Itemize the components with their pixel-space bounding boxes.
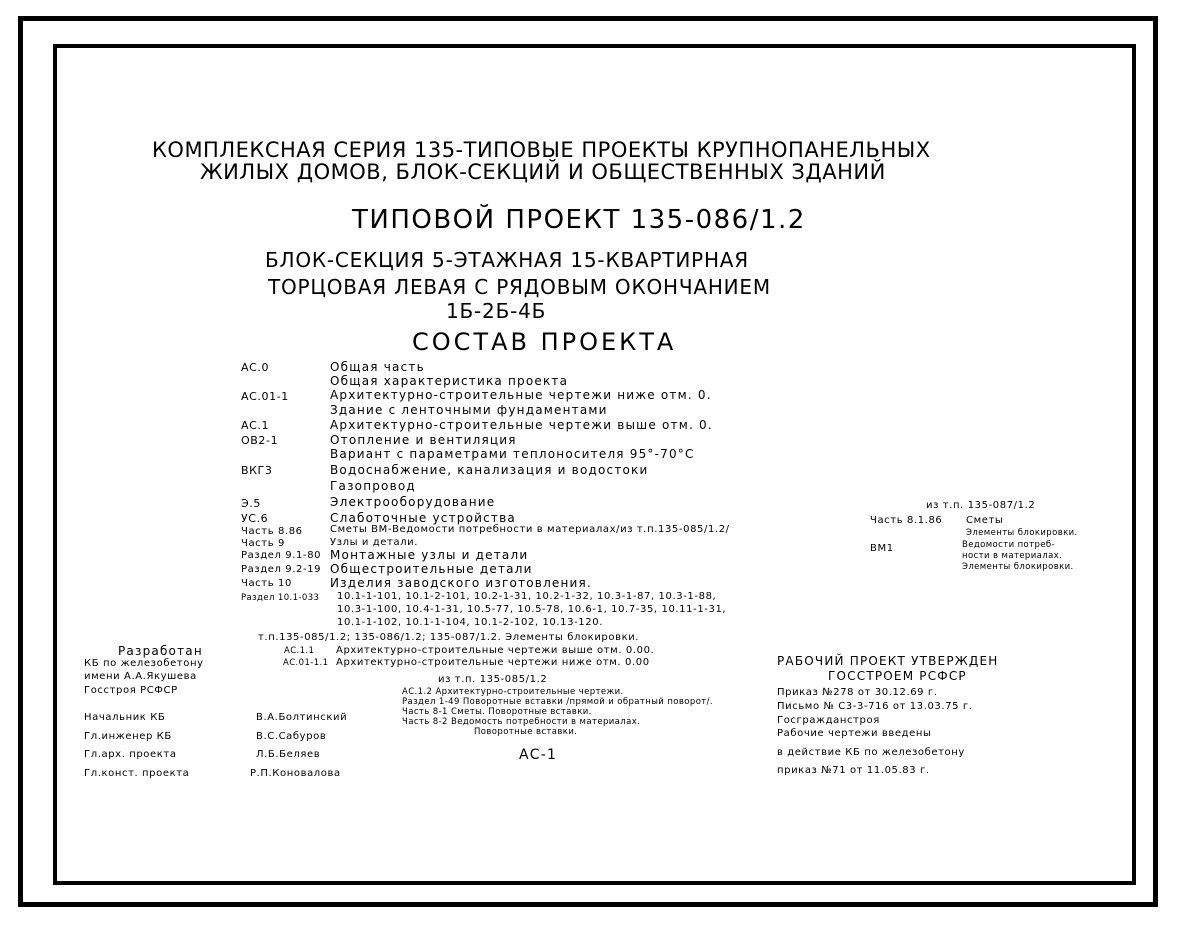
item-text: Архитектурно-строительные чертежи ниже отм. 0. <box>330 388 712 402</box>
p81-line: Часть 8-1 Сметы. Поворотные вставки. <box>402 707 592 717</box>
item-code: АС.01-1 <box>241 390 289 403</box>
sheet-code: АС-1 <box>519 747 558 763</box>
right-vm3: Элементы блокировки. <box>962 562 1074 572</box>
name-2: В.С.Сабуров <box>256 731 327 742</box>
project-title: ТИПОВОЙ ПРОЕКТ 135-086/1.2 <box>352 205 806 235</box>
role-1: Начальник КБ <box>84 712 166 723</box>
item-text: Общая характеристика проекта <box>330 374 569 388</box>
p82-line: Часть 8-2 Ведомость потребности в материалах. <box>402 717 641 727</box>
section-types: 1Б-2Б-4Б <box>446 299 547 323</box>
item-text: Здание с ленточными фундаментами <box>330 403 608 417</box>
item-code: Э.5 <box>241 497 261 510</box>
item-text: Сметы ВМ-Ведомости потребности в материалах/из т.п.135-085/1.2/ <box>330 524 730 535</box>
item-code: АС.1 <box>241 419 270 432</box>
right-vm2: ности в материалах. <box>962 551 1063 561</box>
item-code: Часть 10 <box>241 578 292 589</box>
item-text: Монтажные узлы и детали <box>330 548 529 562</box>
item-code: ВКГ3 <box>241 464 273 477</box>
approval-line5: в действие КБ по железобетону <box>777 747 965 758</box>
developer-org3: Госстроя РСФСР <box>84 685 178 696</box>
series-title-line2: ЖИЛЫХ ДОМОВ, БЛОК-СЕКЦИЙ И ОБЩЕСТВЕННЫХ ЗДАНИЙ <box>200 160 886 184</box>
right-vm-code: ВМ1 <box>870 543 894 554</box>
item-code: Раздел 9.2-19 <box>241 564 322 575</box>
r149-line: Раздел 1-49 Поворотные вставки /прямой и обратный поворот/. <box>402 697 714 707</box>
item-code: АС.0 <box>241 361 270 374</box>
item-text: Водоснабжение, канализация и водостоки <box>330 463 649 477</box>
item-code: ОВ2-1 <box>241 434 279 447</box>
ac11-text: Архитектурно-строительные чертежи выше отм. 0.00. <box>336 645 655 656</box>
role-4: Гл.конст. проекта <box>84 768 190 779</box>
approval-line1: Приказ №278 от 30.12.69 г. <box>777 687 938 698</box>
block-description-line2: ТОРЦОВАЯ ЛЕВАЯ С РЯДОВЫМ ОКОНЧАНИЕМ <box>268 275 771 299</box>
item-text: Общестроительные детали <box>330 562 533 576</box>
blocking-line1: т.п.135-085/1.2; 135-086/1.2; 135-087/1.2. Элементы блокировки. <box>258 632 640 643</box>
ac12-line: АС.1.2 Архитектурно-строительные чертежи. <box>402 687 624 697</box>
developer-org2: имени А.А.Якушева <box>84 671 197 682</box>
item-text: Газопровод <box>330 479 416 493</box>
developer-title: Разработан <box>118 644 203 658</box>
block-description-line1: БЛОК-СЕКЦИЯ 5-ЭТАЖНАЯ 15-КВАРТИРНАЯ <box>265 248 749 272</box>
item-text: Узлы и детали. <box>330 537 419 548</box>
right-part: Часть 8.1.86 <box>870 515 943 526</box>
right-blok: Элементы блокировки. <box>966 528 1078 538</box>
approval-title2: ГОССТРОЕМ РСФСР <box>828 669 967 683</box>
item-code: Раздел 9.1-80 <box>241 550 322 561</box>
approval-line2: Письмо № С3-3-716 от 13.03.75 г. <box>777 701 973 712</box>
item-code: Часть 9 <box>241 538 285 549</box>
name-3: Л.Б.Беляев <box>256 749 321 760</box>
approval-line3: Госгражданстроя <box>777 715 880 726</box>
series-title-line1: КОМПЛЕКСНАЯ СЕРИЯ 135-ТИПОВЫЕ ПРОЕКТЫ КРУПНОПАНЕЛЬНЫХ <box>152 138 931 162</box>
item-text: Архитектурно-строительные чертежи выше отм. 0. <box>330 418 713 432</box>
right-vm1: Ведомости потреб- <box>962 540 1056 550</box>
right-from: из т.п. 135-087/1.2 <box>926 500 1036 511</box>
approval-title1: РАБОЧИЙ ПРОЕКТ УТВЕРЖДЕН <box>777 654 999 668</box>
ac11-code: АС.1.1 <box>284 646 315 656</box>
item-text: Электрооборудование <box>330 495 496 509</box>
ac011-text: Архитектурно-строительные чертежи ниже отм. 0.00 <box>336 657 650 668</box>
role-3: Гл.арх. проекта <box>84 749 177 760</box>
name-4: Р.П.Коновалова <box>250 768 341 779</box>
item-code: Часть 8.86 <box>241 526 303 537</box>
developer-org1: КБ по железобетону <box>84 658 204 669</box>
item-text: Отопление и вентиляция <box>330 433 517 447</box>
composition-heading: СОСТАВ ПРОЕКТА <box>412 328 677 356</box>
ac011-code: АС.01-1.1 <box>283 658 329 668</box>
approval-line4: Рабочие чертежи введены <box>777 728 932 739</box>
item-code: Раздел 10.1-033 <box>241 593 320 603</box>
item-text: 10.1-1-101, 10.1-2-101, 10.2-1-31, 10.2-1-32, 10.3-1-87, 10.3-1-88, <box>337 591 717 602</box>
item-code: УС.6 <box>241 512 269 525</box>
approval-line6: приказ №71 от 11.05.83 г. <box>777 765 930 776</box>
p82b-line: Поворотные вставки. <box>474 727 578 737</box>
name-1: В.А.Болтинский <box>256 712 348 723</box>
item-text: 10.1-1-102, 10.1-1-104, 10.1-2-102, 10.13-120. <box>337 617 603 628</box>
from-085: из т.п. 135-085/1.2 <box>438 674 548 685</box>
role-2: Гл.инженер КБ <box>84 731 172 742</box>
item-text: Слаботочные устройства <box>330 511 516 525</box>
item-text: Вариант с параметрами теплоносителя 95°-70°С <box>330 447 695 461</box>
item-text: Изделия заводского изготовления. <box>330 576 592 590</box>
right-smety: Сметы <box>966 515 1004 526</box>
item-text: 10.3-1-100, 10.4-1-31, 10.5-77, 10.5-78, 10.6-1, 10.7-35, 10.11-1-31, <box>337 604 727 615</box>
item-text: Общая часть <box>330 360 425 374</box>
